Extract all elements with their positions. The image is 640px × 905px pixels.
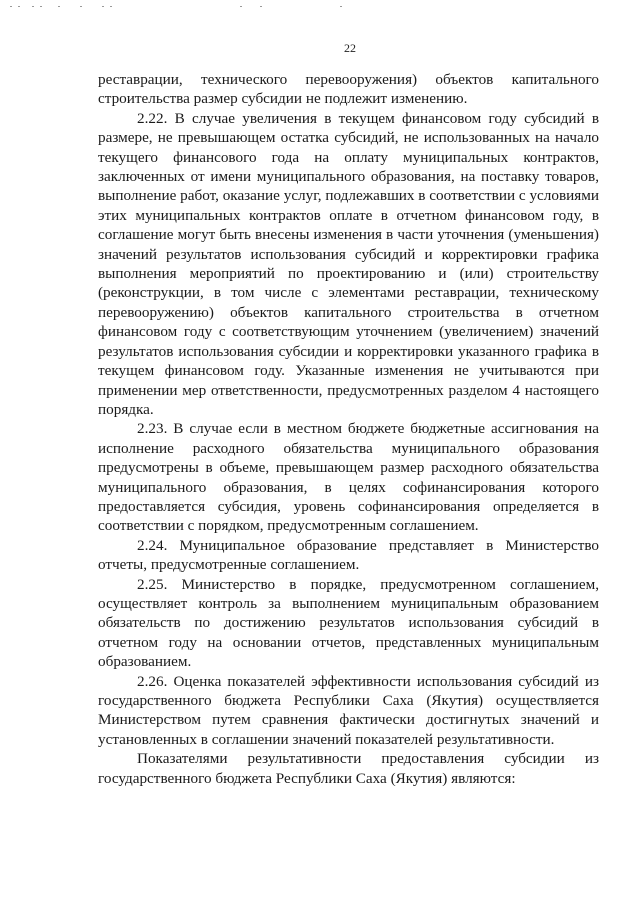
- document-body: [98, 70, 599, 788]
- paragraph-continuation: реставрации, технического перевооружения) объектов капитального строительства размер субсидии не подлежит изменению.: [98, 71, 599, 108]
- scan-artifact-dots: [10, 6, 350, 16]
- paragraph-2-22: 2.22. В случае увеличения в текущем финансовом году субсидий в размере, не превышающем остатка субсидий, не использованных на начало текущего финансового года на оплату муниципальных контрактов, заключенных от имени муниципального образования, на поставку товаров, выполнение работ, оказание услуг, подлежавших в соответствии с условиями этих муниципальных контрактов оплате в отчетном финансовом году, в соглашение могут быть внесены изменения в части уточнения (уменьшения) значений результатов использования субсидий и корректировки графика выполнения мероприятий по проектированию и (или) строительству (реконструкции, в том числе с элементами реставрации, техническому перевооружению) объектов капитального строительства в отчетном финансовом году с соответствующим уточнением (увеличением) значений результатов использования субсидии и корректировки указанного графика в текущем финансовом году. Указанные изменения не учитываются при применении мер ответственности, предусмотренных разделом 4 настоящего порядка.: [98, 109, 599, 418]
- paragraph-2-25: 2.25. Министерство в порядке, предусмотренном соглашением, осуществляет контроль за выполнением муниципальным образованием обязательств по достижению результатов использования субсидий в отчетном году на основании отчетов, представленных муниципальным образованием.: [98, 575, 599, 671]
- paragraph-indicators: Показателями результативности предоставления субсидии из государственного бюджета Республики Саха (Якутия) являются:: [98, 750, 599, 787]
- page-number: 22: [344, 41, 356, 55]
- paragraph-2-26: 2.26. Оценка показателей эффективности использования субсидий из государственного бюджета Республики Саха (Якутия) осуществляется Министерством путем сравнения фактически достигнутых значений и установленных в соглашении значений показателей результативности.: [98, 672, 599, 748]
- paragraph-2-23: 2.23. В случае если в местном бюджете бюджетные ассигнования на исполнение расходного обязательства муниципального образования предусмотрены в объеме, превышающем размер расходного обязательства муниципального образования, в целях софинансирования которого предоставляется субсидия, уровень софинансирования определяется в соответствии с порядком, предусмотренным соглашением.: [98, 420, 599, 535]
- paragraph-2-24: 2.24. Муниципальное образование представляет в Министерство отчеты, предусмотренные соглашением.: [98, 536, 599, 574]
